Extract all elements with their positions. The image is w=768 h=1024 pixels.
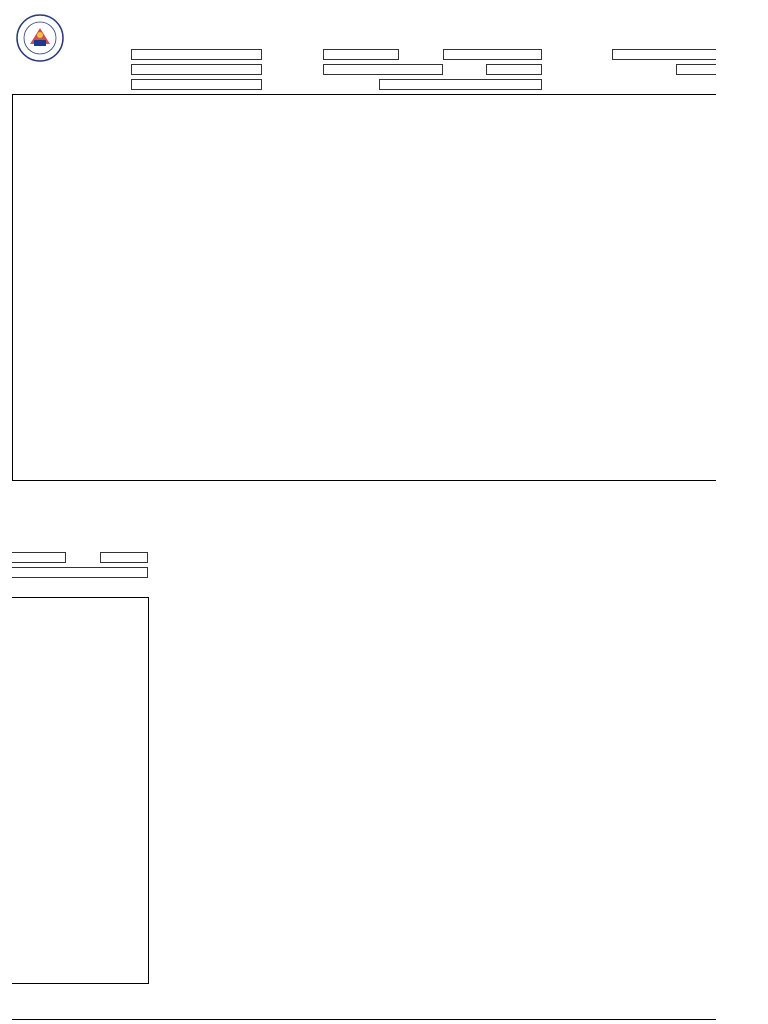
- division-input-continued[interactable]: [12, 552, 66, 563]
- track-strand-input-continued[interactable]: [12, 567, 148, 578]
- col-guardian-name: [612, 114, 675, 148]
- col-remarks: [66, 597, 149, 651]
- col-complete-address: [323, 94, 487, 114]
- deped-seal-logo: [16, 14, 64, 62]
- section-input[interactable]: [131, 79, 262, 90]
- col-age: [262, 94, 280, 148]
- division-input[interactable]: [612, 49, 716, 60]
- school-id-input[interactable]: [323, 49, 399, 60]
- register-table: [12, 94, 716, 481]
- col-contact: [12, 597, 66, 651]
- col-birthdate: [220, 94, 262, 148]
- col-province: [443, 114, 487, 148]
- col-father: [487, 114, 542, 148]
- course-input[interactable]: [379, 79, 542, 90]
- col-mother: [542, 112, 612, 148]
- col-religious: [280, 94, 323, 148]
- grade-level-input[interactable]: [486, 64, 542, 75]
- school-name-input[interactable]: [131, 49, 262, 60]
- school-year-input[interactable]: [323, 64, 443, 75]
- col-parents: [487, 94, 612, 114]
- district-input[interactable]: [443, 49, 542, 60]
- col-relationship: [675, 114, 716, 148]
- col-municipality: [399, 114, 443, 148]
- col-guardian: [612, 94, 716, 114]
- region-input[interactable]: [100, 552, 148, 563]
- next-table-top-border: [12, 1019, 716, 1020]
- contact-remarks-table: [12, 597, 149, 984]
- col-house: [323, 114, 361, 148]
- col-lrn: [12, 94, 81, 148]
- col-name: [81, 94, 194, 148]
- track-strand-input[interactable]: [676, 64, 716, 75]
- semester-input[interactable]: [131, 64, 262, 75]
- col-barangay: [361, 114, 399, 148]
